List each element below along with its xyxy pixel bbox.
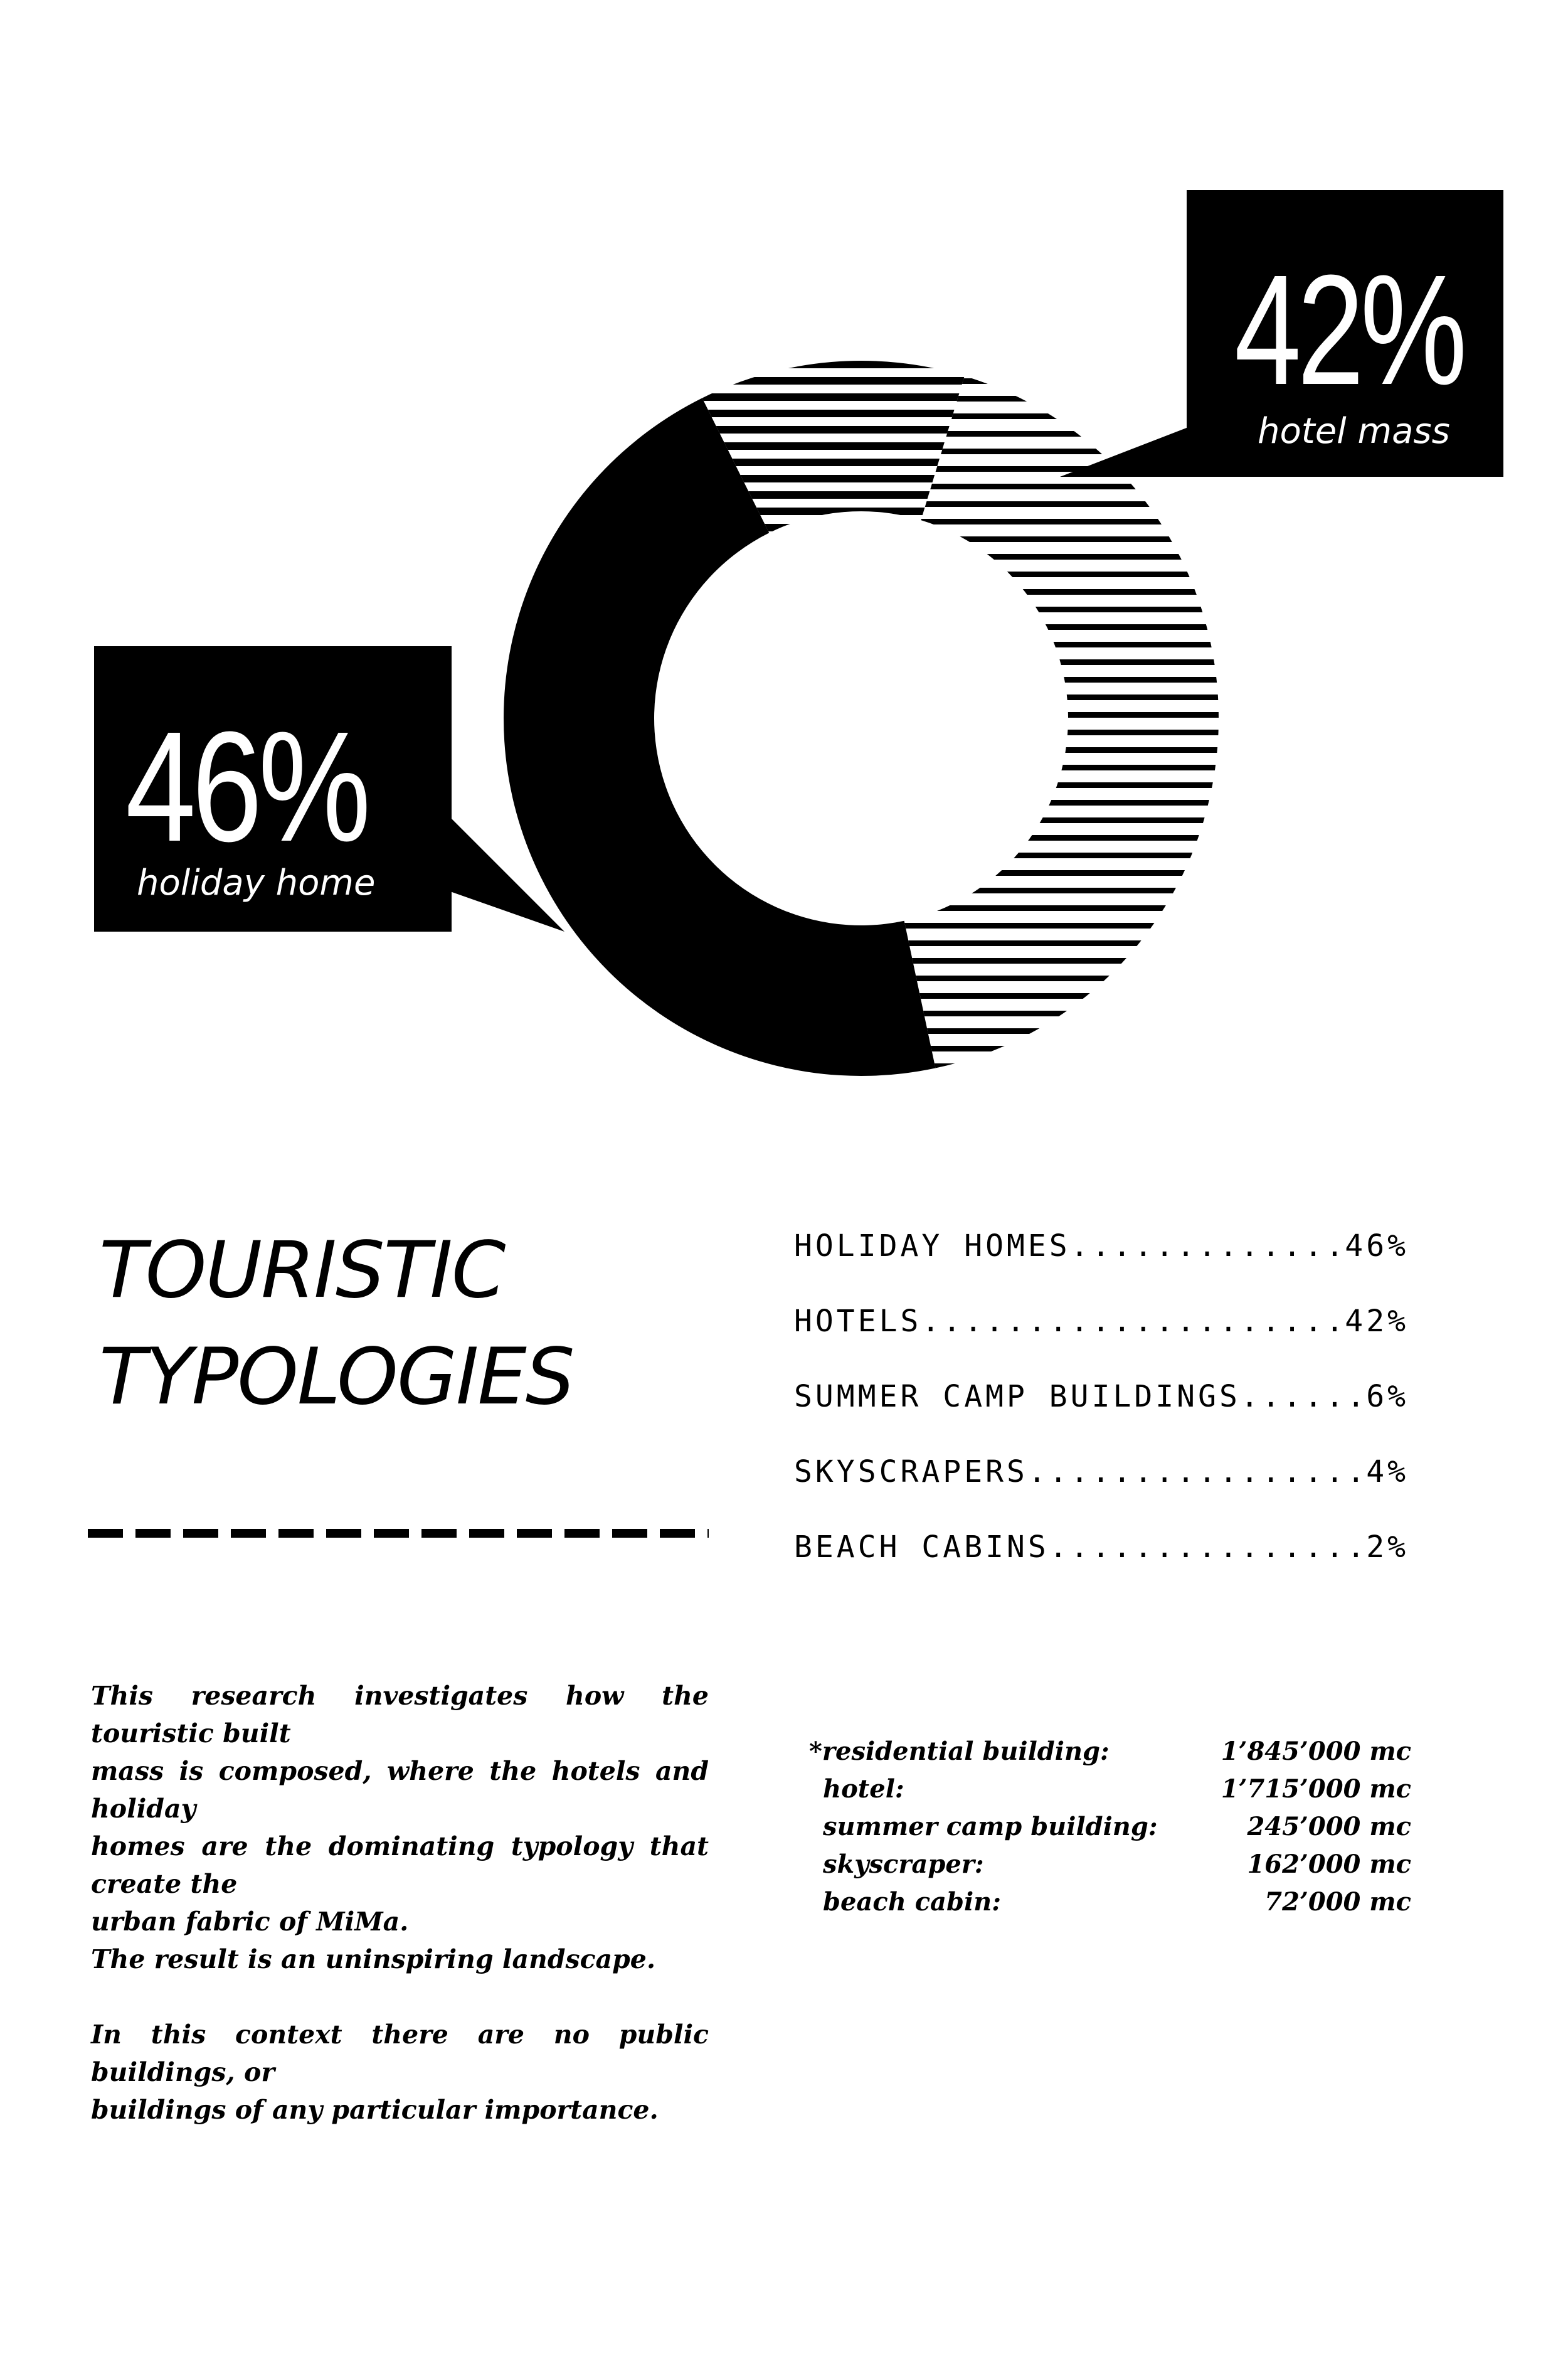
legend-row [794,1304,1409,1379]
legend-row [794,1228,1409,1304]
callout-label-holiday-home: holiday home [137,863,376,903]
legend-value: 2% [1366,1530,1409,1565]
legend-dot-leader [1071,1228,1345,1264]
legend-dot-leader [1028,1454,1366,1489]
title-line-2: TYPOLOGIES [99,1332,574,1422]
volume-row [809,1733,1411,1770]
description-line: This research investigates how the touristic built [91,1681,709,1748]
volume-row [809,1770,1411,1808]
volume-value: 72’000 mc [1264,1887,1411,1917]
legend-value: 4% [1366,1454,1409,1489]
legend-dot-leader [921,1304,1345,1339]
typology-legend [794,1228,1409,1605]
legend-label: SKYSCRAPERS [794,1454,1028,1489]
description-line: mass is composed, where the hotels and holiday [91,1756,709,1824]
title-line-1: TOURISTIC [99,1225,505,1316]
legend-row [794,1379,1409,1454]
volume-label: summer camp building: [823,1812,1158,1841]
page-title [99,1217,573,1430]
legend-label: HOTELS [794,1304,922,1339]
description-line: The result is an uninspiring landscape. [91,1944,656,1974]
donut-chart [0,0,1568,1129]
description-paragraph-2 [91,2016,709,2129]
legend-label: BEACH CABINS [794,1530,1049,1565]
legend-label: HOLIDAY HOMES [794,1228,1071,1264]
volume-label: skyscraper: [823,1849,984,1879]
legend-row [794,1454,1409,1530]
description-text [91,1677,709,2166]
callout-hotel-mass [1060,190,1503,477]
volume-label: *residential building: [809,1737,1110,1766]
legend-dot-leader [1241,1379,1366,1414]
dashed-divider [88,1529,709,1538]
volume-value: 162’000 mc [1247,1849,1411,1879]
legend-row [794,1530,1409,1605]
callout-value-hotel-mass: 42% [1234,242,1463,417]
callout-holiday-home [94,646,564,932]
volume-value: 1’845’000 mc [1221,1737,1411,1766]
callout-label-hotel-mass: hotel mass [1258,411,1450,452]
description-line: urban fabric of MiMa. [91,1907,409,1937]
volume-row [809,1808,1411,1846]
donut-slice [504,398,936,1076]
callout-value-holiday-home: 46% [125,699,367,874]
description-line: homes are the dominating typology that create the [91,1831,709,1899]
volume-label: hotel: [823,1774,904,1804]
volume-value: 245’000 mc [1247,1812,1411,1841]
description-line: buildings of any particular importance. [91,2095,659,2125]
legend-value: 46% [1345,1228,1409,1264]
volume-row [809,1883,1411,1921]
volume-label: beach cabin: [823,1887,1001,1917]
volume-row [809,1846,1411,1883]
description-line: In this context there are no public buildings, or [91,2020,709,2087]
legend-label: SUMMER CAMP BUILDINGS [794,1379,1241,1414]
building-volumes [809,1733,1411,1921]
volume-value: 1’715’000 mc [1221,1774,1411,1804]
legend-value: 42% [1345,1304,1409,1339]
description-paragraph-1 [91,1677,709,1978]
legend-dot-leader [1049,1530,1366,1565]
legend-value: 6% [1366,1379,1409,1414]
